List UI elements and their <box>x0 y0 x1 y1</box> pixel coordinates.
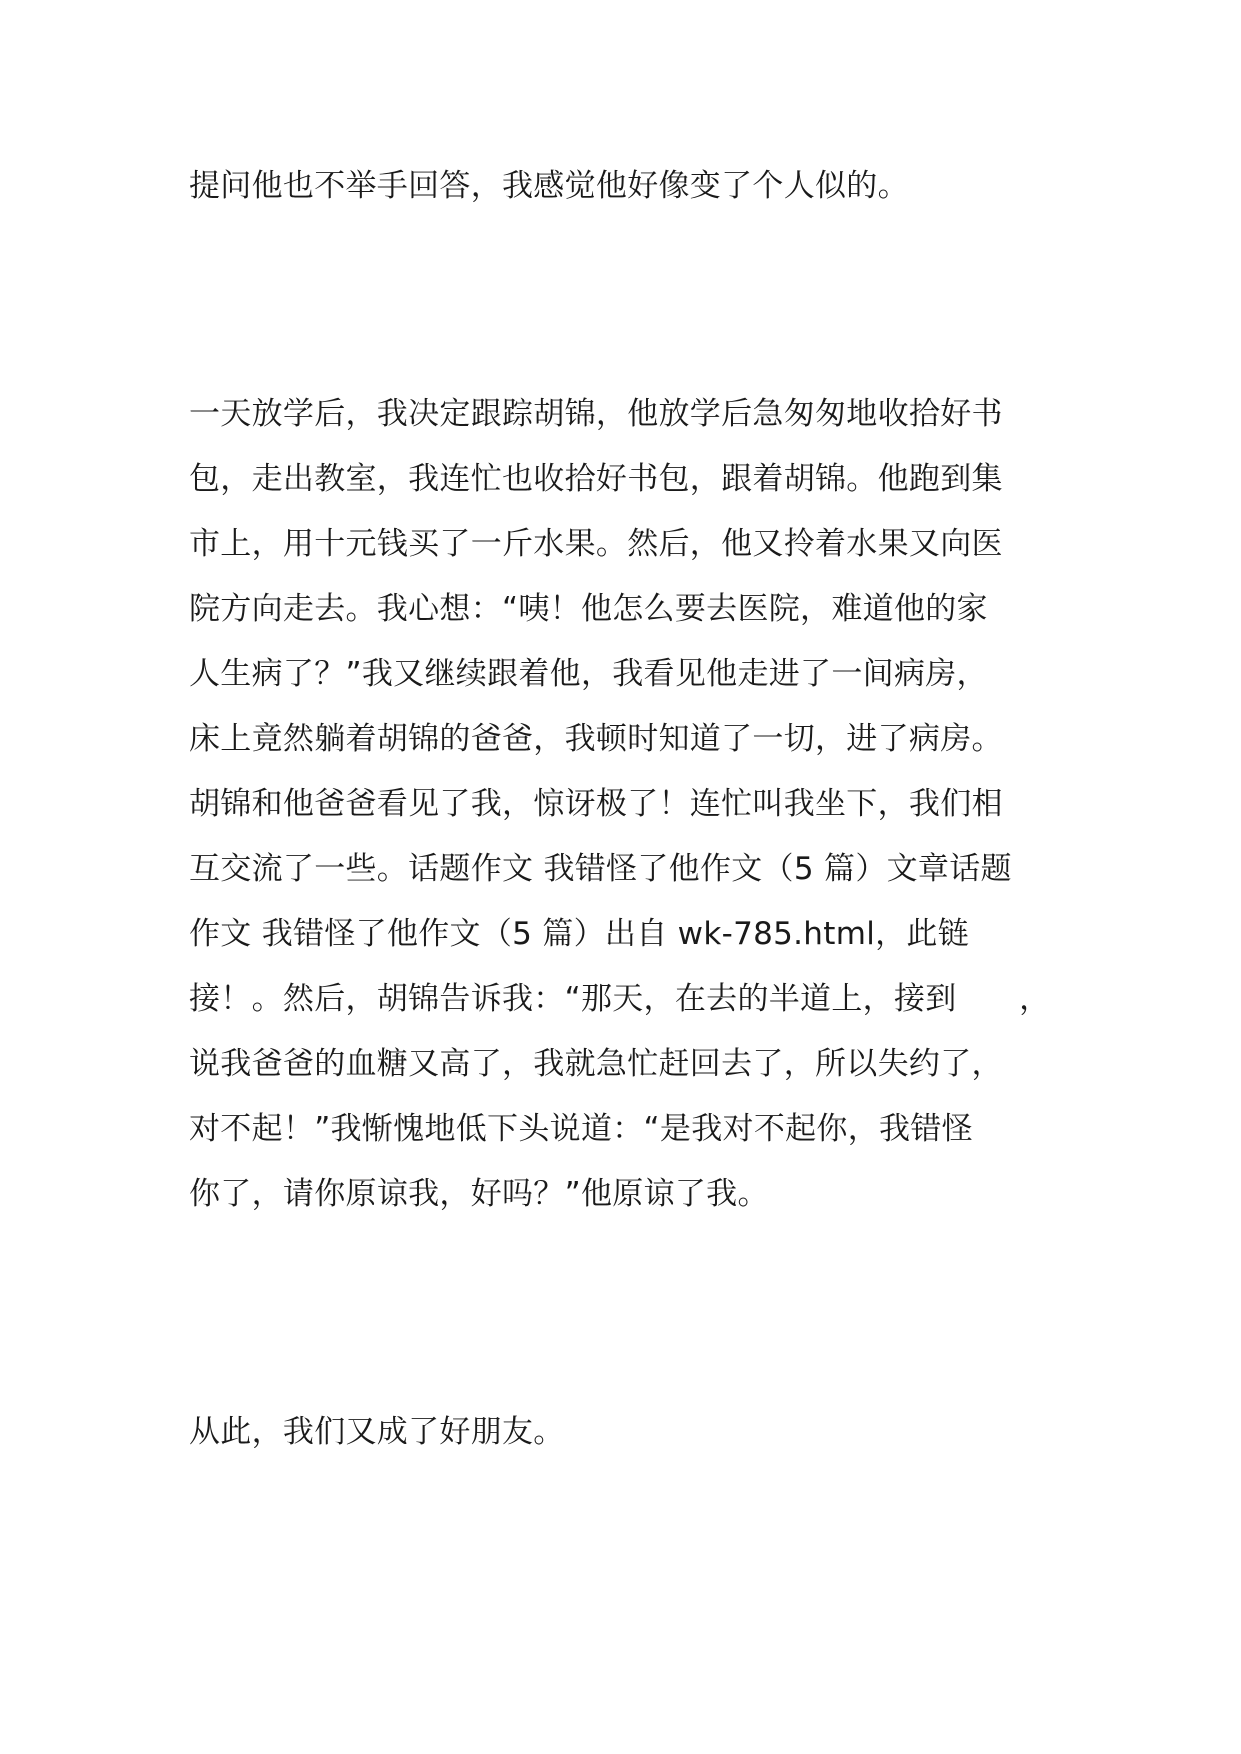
text-line: 接！。然后，胡锦告诉我：“那天，在去的半道上，接到 ， <box>189 981 1051 1017</box>
text-line: 一天放学后，我决定跟踪胡锦，他放学后急匆匆地收拾好书 <box>189 396 1003 432</box>
text-line: 床上竟然躺着胡锦的爸爸，我顿时知道了一切，进了病房。 <box>189 721 1003 757</box>
text-line: 从此，我们又成了好朋友。 <box>189 1414 565 1450</box>
text-line: 作文 我错怪了他作文（5 篇）出自 wk-785.html，此链 <box>189 916 970 952</box>
text-line: 提问他也不举手回答，我感觉他好像变了个人似的。 <box>189 168 909 204</box>
text-line: 院方向走去。我心想：“咦！他怎么要去医院，难道他的家 <box>189 591 988 627</box>
text-line: 你了，请你原谅我，好吗？”他原谅了我。 <box>189 1176 769 1212</box>
text-line: 胡锦和他爸爸看见了我，惊讶极了！连忙叫我坐下，我们相 <box>189 786 1003 822</box>
text-line: 人生病了？”我又继续跟着他，我看见他走进了一间病房， <box>189 656 988 692</box>
text-line: 市上，用十元钱买了一斤水果。然后，他又拎着水果又向医 <box>189 526 1003 562</box>
text-line: 互交流了一些。话题作文 我错怪了他作文（5 篇）文章话题 <box>189 851 1012 887</box>
paragraph-2 <box>189 382 1089 1227</box>
paragraph-1 <box>189 154 1089 219</box>
text-line: 说我爸爸的血糖又高了，我就急忙赶回去了，所以失约了， <box>189 1046 1003 1082</box>
paragraph-3 <box>189 1400 1089 1465</box>
text-line: 对不起！”我惭愧地低下头说道：“是我对不起你，我错怪 <box>189 1111 973 1147</box>
text-line: 包，走出教室，我连忙也收拾好书包，跟着胡锦。他跑到集 <box>189 461 1003 497</box>
